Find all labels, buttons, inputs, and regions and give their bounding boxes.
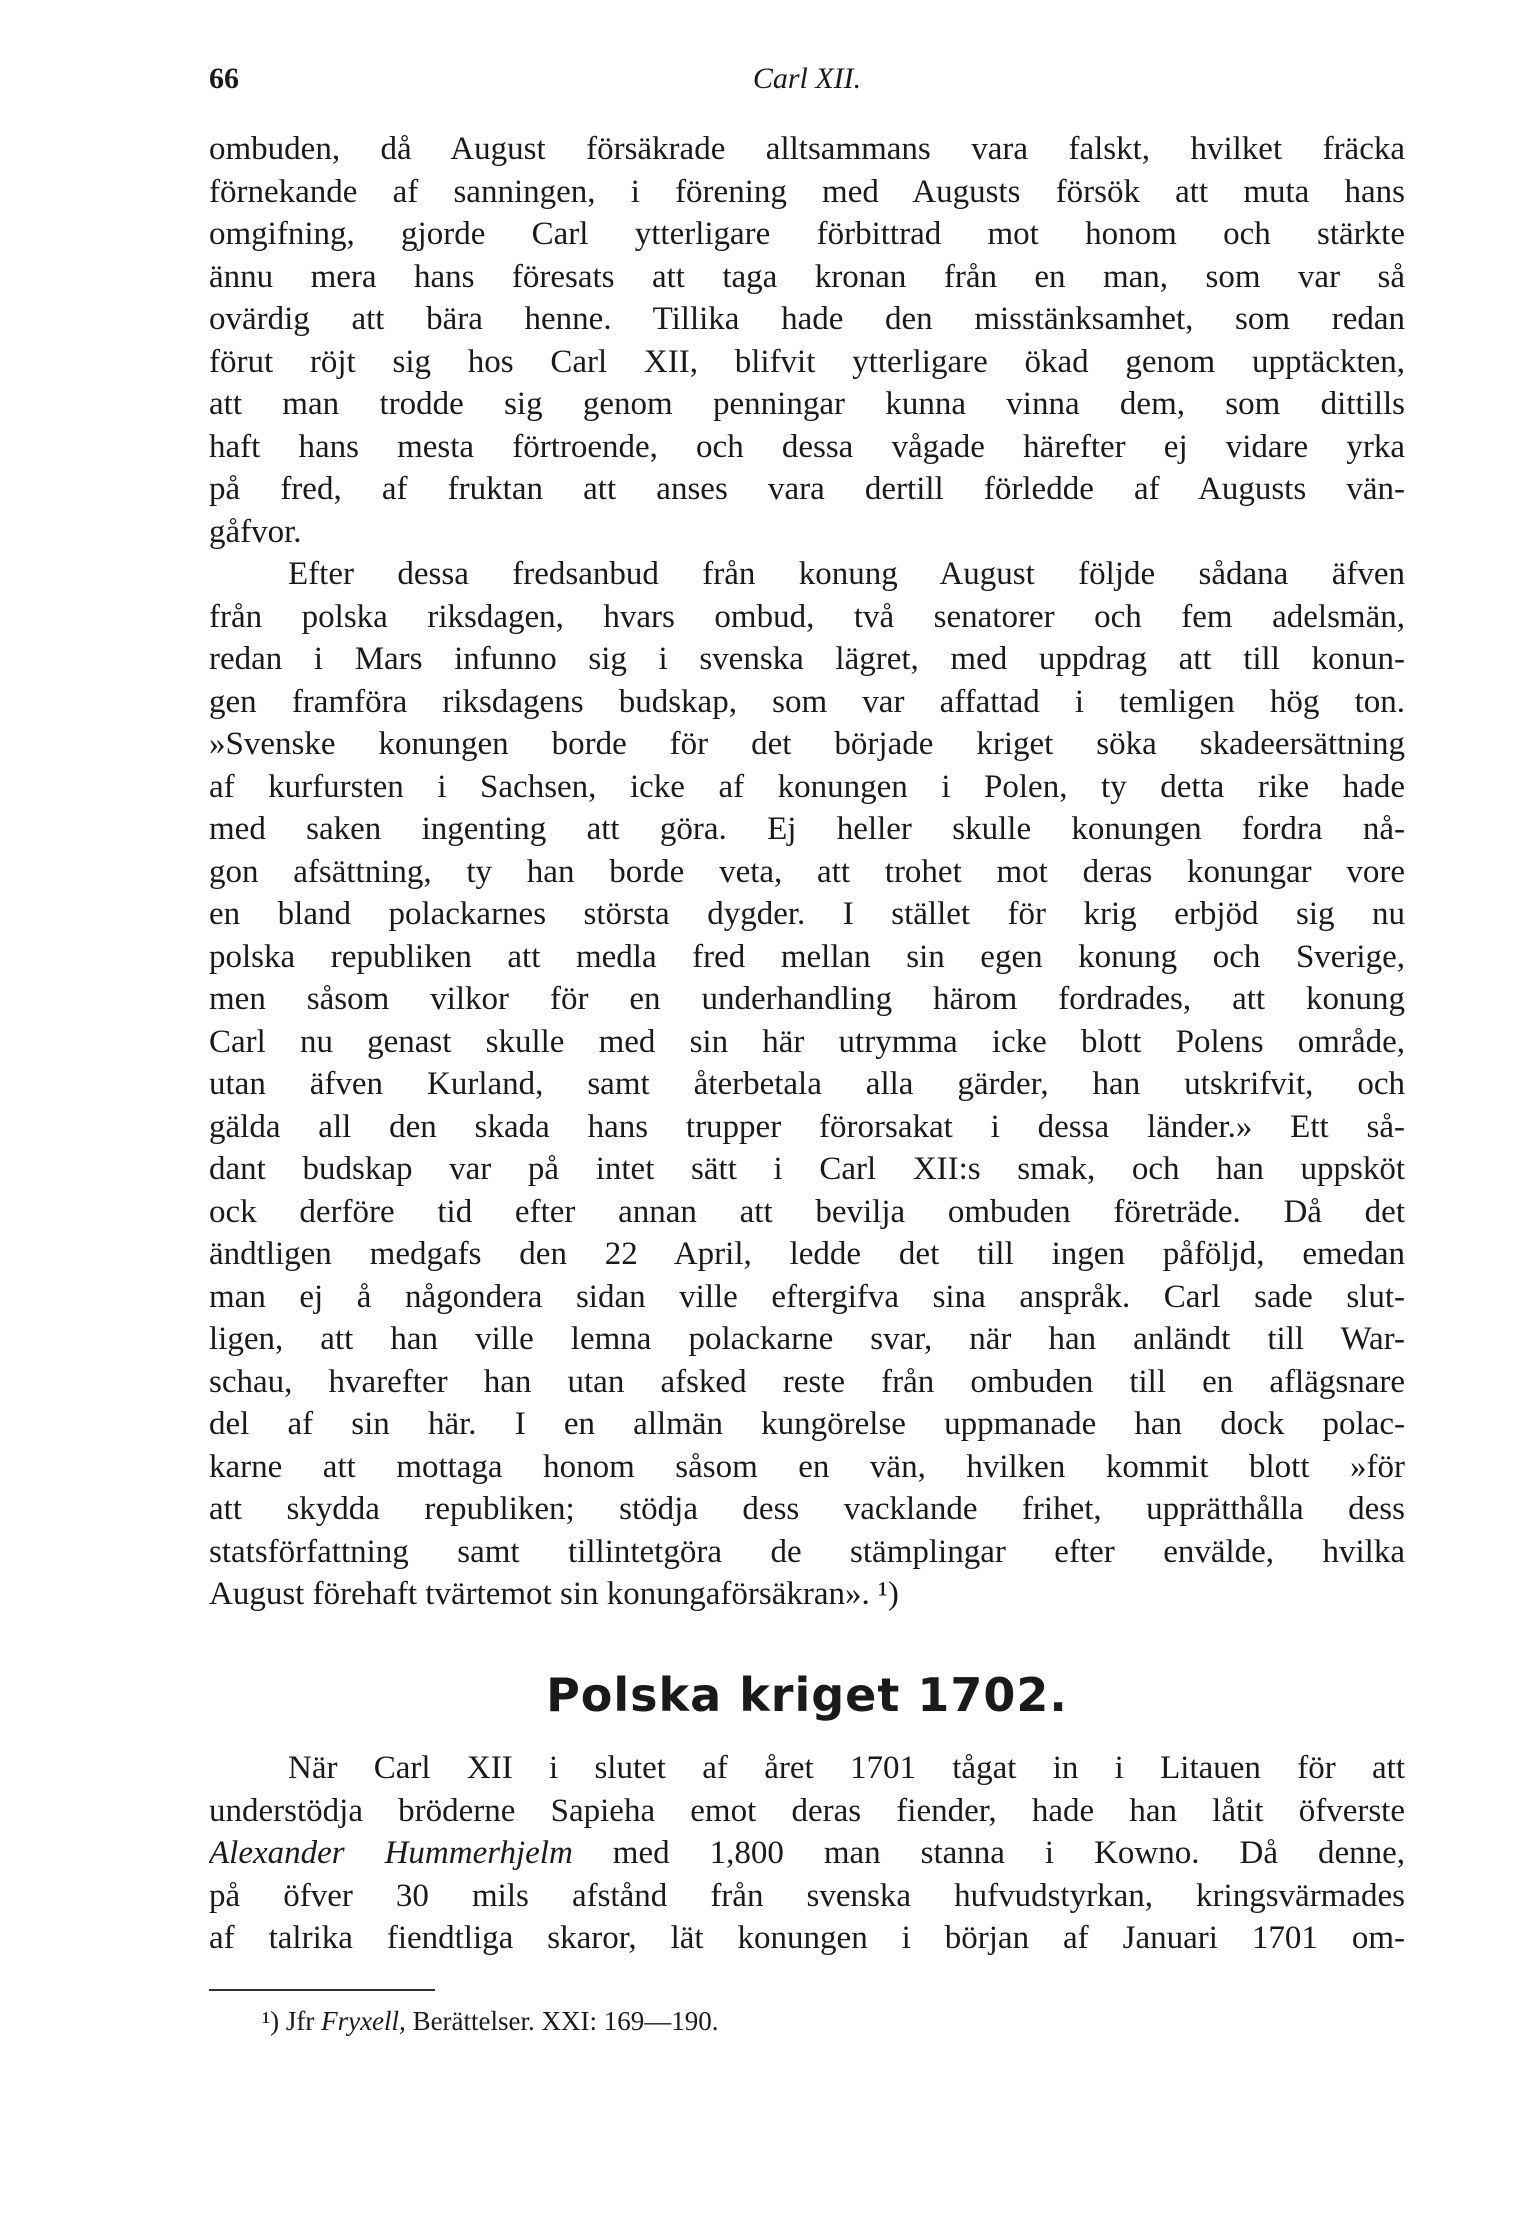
paragraph-start-line: När Carl XII i slutet af året 1701 tågat in i Litauen för att: [288, 1750, 1405, 1786]
footnote-divider: [209, 1989, 435, 1991]
paragraph-start-line: Efter dessa fredsanbud från konung August följde sådana äfven: [288, 556, 1405, 592]
text-line: gåfvor.: [209, 513, 302, 550]
text-line: redan i Mars infunno sig i svenska lägret, med uppdrag att till konun-: [209, 641, 1405, 677]
footnote: [262, 2006, 719, 2037]
text-line: schau, hvarefter han utan afsked reste från ombuden till en aflägsnare: [209, 1363, 1405, 1400]
text-line: med saken ingenting att göra. Ej heller skulle konungen fordra nå-: [209, 811, 1405, 847]
text-line: haft hans mesta förtroende, och dessa vågade härefter ej vidare yrka: [209, 428, 1405, 465]
text-line: statsförfattning samt tillintetgöra de stämplingar efter envälde, hvilka: [209, 1533, 1405, 1570]
text-line: förut röjt sig hos Carl XII, blifvit ytterligare ökad genom upptäckten,: [209, 343, 1405, 380]
section-heading: Polska kriget 1702.: [546, 1668, 1068, 1722]
page-number: 66: [209, 62, 239, 95]
footnote-reference: Berättelser. XXI: 169—190.: [405, 2006, 719, 2036]
footnote-prefix: Jfr: [279, 2006, 322, 2036]
text-line: gon afsättning, ty han borde veta, att trohet mot deras konungar vore: [209, 853, 1405, 890]
text-line: att skydda republiken; stödja dess vacklande frihet, upprätthålla dess: [209, 1491, 1405, 1527]
text-line: ovärdig att bära henne. Tillika hade den misstänksamhet, som redan: [209, 301, 1405, 337]
text-line: understödja bröderne Sapieha emot deras fiender, hade han låtit öfverste: [209, 1792, 1405, 1829]
text-line: del af sin här. I en allmän kungörelse uppmanade han dock polac-: [209, 1406, 1405, 1442]
text-line: man ej å någondera sidan ville eftergifva sina anspråk. Carl sade slut-: [209, 1278, 1405, 1315]
text-line: omgifning, gjorde Carl ytterligare förbittrad mot honom och stärkte: [209, 216, 1405, 252]
footnote-author: Fryxell,: [321, 2006, 406, 2036]
text-line: gälda all den skada hans trupper förorsakat i dessa länder.» Ett så-: [209, 1108, 1405, 1145]
body-text: [209, 128, 1405, 1616]
text-line: ändtligen medgafs den 22 April, ledde det till ingen påföljd, emedan: [209, 1236, 1405, 1272]
text-line: men såsom vilkor för en underhandling härom fordrades, att konung: [209, 981, 1405, 1017]
section-text: [209, 1747, 1405, 1960]
text-line: ock derföre tid efter annan att bevilja ombuden företräde. Då det: [209, 1193, 1405, 1230]
text-line: [209, 1832, 1405, 1875]
text-line: karne att mottaga honom såsom en vän, hvilken kommit blott »för: [209, 1448, 1405, 1485]
text-line: ombuden, då August försäkrade alltsammans vara falskt, hvilket fräcka: [209, 131, 1405, 167]
page-header: [209, 62, 1405, 102]
text-line: förnekande af sanningen, i förening med Augusts försök att muta hans: [209, 173, 1405, 210]
text-line: polska republiken att medla fred mellan sin egen konung och Sverige,: [209, 938, 1405, 975]
text-line: ligen, att han ville lemna polackarne svar, när han anländt till War-: [209, 1321, 1405, 1357]
text-line: Carl nu genast skulle med sin här utrymma icke blott Polens område,: [209, 1023, 1405, 1060]
text-line: »Svenske konungen borde för det började kriget söka skadeersättning: [209, 726, 1405, 762]
text-line: en bland polackarnes största dygder. I stället för krig erbjöd sig nu: [209, 896, 1405, 932]
text-line: August förehaft tvärtemot sin konungaförsäkran». ¹): [209, 1576, 899, 1612]
text-line: på öfver 30 mils afstånd från svenska hufvudstyrkan, kringsvärmades: [209, 1877, 1405, 1914]
text-line: af kurfursten i Sachsen, icke af konungen i Polen, ty detta rike hade: [209, 768, 1405, 805]
text-line: dant budskap var på intet sätt i Carl XII:s smak, och han uppsköt: [209, 1151, 1405, 1187]
person-name: Alexander Hummerhjelm: [209, 1835, 573, 1871]
text-line: af talrika fiendtliga skaror, lät konungen i början af Januari 1701 om-: [209, 1920, 1405, 1956]
text-line: från polska riksdagen, hvars ombud, två senatorer och fem adelsmän,: [209, 598, 1405, 635]
running-title: Carl XII.: [752, 62, 862, 95]
text-line: att man trodde sig genom penningar kunna vinna dem, som dittills: [209, 386, 1405, 422]
footnote-marker: ¹): [262, 2006, 280, 2036]
text-line: gen framföra riksdagens budskap, som var affattad i temligen hög ton.: [209, 683, 1405, 720]
text-line: ännu mera hans föresats att taga kronan från en man, som var så: [209, 258, 1405, 295]
text-span: med 1,800 man stanna i Kowno. Då denne,: [572, 1835, 1405, 1871]
text-line: utan äfven Kurland, samt återbetala alla gärder, han utskrifvit, och: [209, 1066, 1405, 1102]
text-line: på fred, af fruktan att anses vara dertill förledde af Augusts vän-: [209, 471, 1405, 507]
